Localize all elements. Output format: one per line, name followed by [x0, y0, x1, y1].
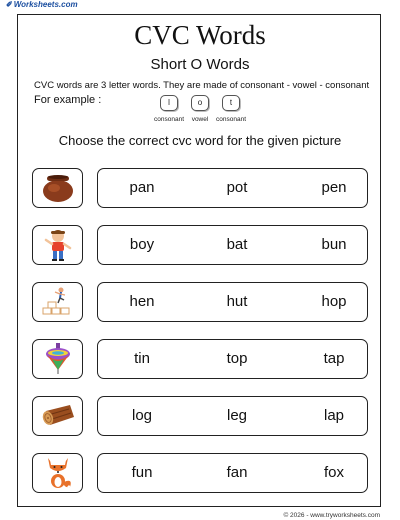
answer-options — [97, 396, 368, 436]
answer-options — [97, 453, 368, 493]
option-2[interactable]: top — [226, 350, 248, 367]
answer-options — [97, 168, 368, 208]
picture-box — [32, 168, 83, 208]
intro-text: CVC words are 3 letter words. They are made of consonant - vowel - consonant — [34, 80, 370, 91]
option-1[interactable]: boy — [129, 236, 155, 253]
question-row — [0, 396, 400, 438]
answer-options — [97, 339, 368, 379]
option-3[interactable]: hop — [321, 293, 347, 310]
boy-icon — [43, 228, 73, 262]
brand-logo — [6, 0, 78, 10]
option-3[interactable]: lap — [323, 407, 345, 424]
page-subtitle: Short O Words — [150, 56, 250, 73]
question-row — [0, 225, 400, 267]
fox-icon — [42, 456, 74, 490]
picture-box — [32, 282, 83, 322]
example-label: For example : — [34, 94, 102, 106]
example-caption-3: consonant — [216, 116, 246, 123]
picture-box — [32, 453, 83, 493]
picture-box — [32, 339, 83, 379]
log-icon — [38, 401, 78, 431]
question-row — [0, 168, 400, 210]
option-2[interactable]: pot — [226, 179, 248, 196]
option-3[interactable]: pen — [321, 179, 347, 196]
option-3[interactable]: fox — [323, 464, 344, 481]
answer-options — [97, 225, 368, 265]
option-2[interactable]: fan — [226, 464, 248, 481]
example-letter-2: o — [191, 95, 209, 111]
option-1[interactable]: tin — [134, 350, 150, 367]
option-2[interactable]: bat — [226, 236, 248, 253]
question-row — [0, 282, 400, 324]
option-1[interactable]: hen — [129, 293, 155, 310]
option-2[interactable]: hut — [226, 293, 248, 310]
picture-box — [32, 396, 83, 436]
copyright-footer: © 2026 - www.tryworksheets.com — [283, 512, 380, 519]
answer-options — [97, 282, 368, 322]
option-3[interactable]: tap — [323, 350, 345, 367]
example-letter-1: l — [160, 95, 178, 111]
option-1[interactable]: log — [131, 407, 153, 424]
instruction-text: Choose the correct cvc word for the given picture — [58, 133, 342, 148]
page-title: CVC Words — [134, 20, 266, 50]
question-row — [0, 339, 400, 381]
example-caption-2: vowel — [191, 116, 209, 123]
brand-name: Worksheets.com — [13, 0, 78, 9]
example-caption-1: consonant — [154, 116, 184, 123]
picture-box — [32, 225, 83, 265]
top-icon — [43, 342, 73, 376]
brand-mark-icon: ✐ — [6, 0, 13, 9]
hop-icon — [38, 286, 78, 318]
question-row — [0, 453, 400, 495]
option-2[interactable]: leg — [226, 407, 248, 424]
option-1[interactable]: fun — [131, 464, 153, 481]
option-1[interactable]: pan — [129, 179, 155, 196]
pot-icon — [38, 172, 78, 204]
example-letter-3: t — [222, 95, 240, 111]
option-3[interactable]: bun — [321, 236, 347, 253]
